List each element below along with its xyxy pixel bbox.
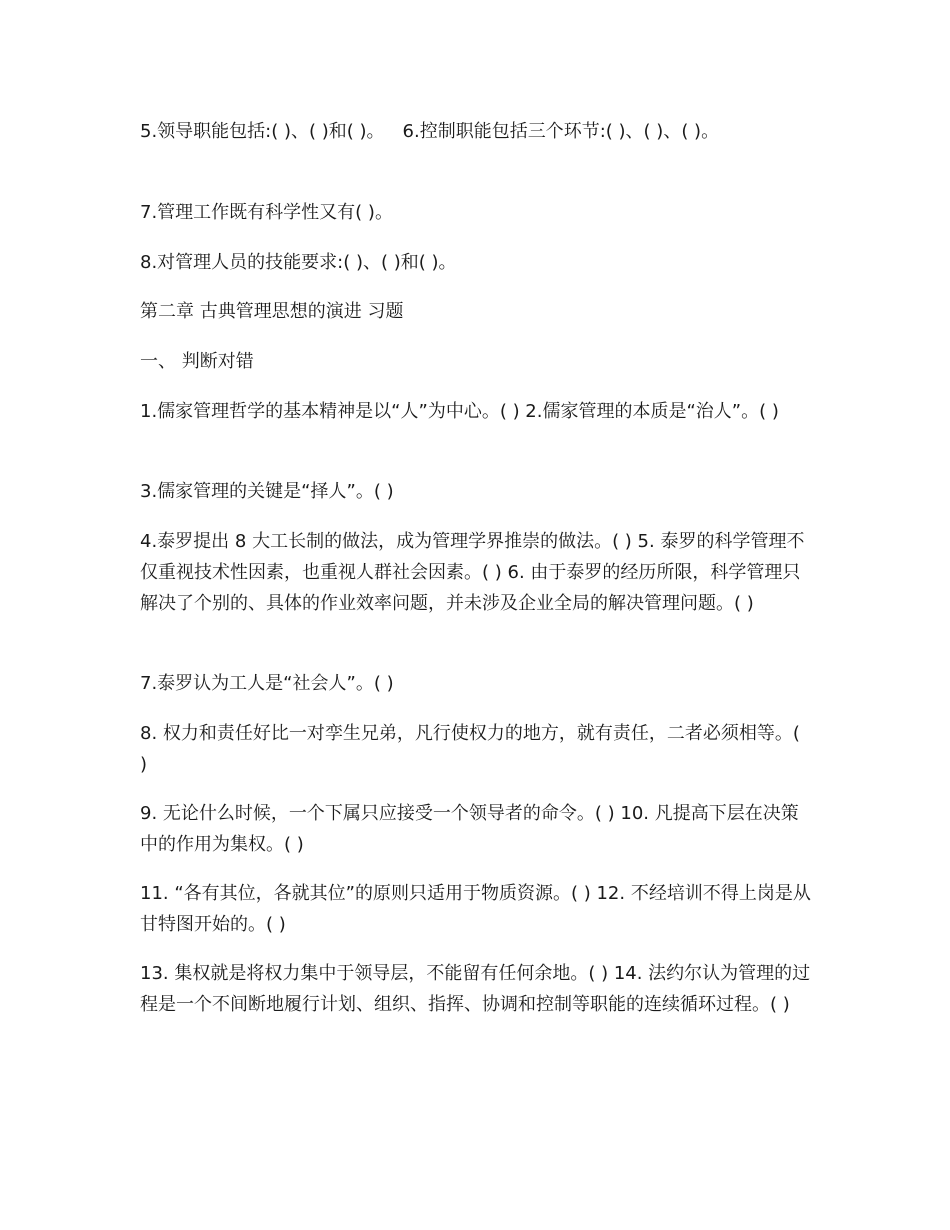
true-false-1-2: 1.儒家管理哲学的基本精神是以“人”为中心。( ) 2.儒家管理的本质是“治人”。( )	[140, 401, 779, 422]
true-false-4-6: 4.泰罗提出 8 大工长制的做法，成为管理学界推崇的做法。( ) 5. 泰罗的科学管理不仅重视技术性因素，也重视人群社会因素。( ) 6. 由于泰罗的经历所限，科学管理只解决了个别的、具体的作业效率问题，并未涉及企业全局的解决管理问题。( )	[140, 531, 805, 614]
true-false-8: 8. 权力和责任好比一对孪生兄弟，凡行使权力的地方，就有责任，二者必须相等。( )	[140, 723, 800, 775]
true-false-11-12: 11. “各有其位，各就其位”的原则只适用于物质资源。( ) 12. 不经培训不得上岗是从甘特图开始的。( )	[140, 883, 811, 935]
fill-in-questions-5-6	[140, 116, 812, 147]
question-6: 6.控制职能包括三个环节:( )、( )、( )。	[402, 121, 720, 142]
true-false-9-10: 9. 无论什么时候，一个下属只应接受一个领导者的命令。( ) 10. 凡提高下层在决策中的作用为集权。( )	[140, 803, 799, 855]
question-5: 5.领导职能包括:( )、( )和( )。	[140, 121, 385, 142]
question-8: 8.对管理人员的技能要求:( )、( )和( )。	[140, 252, 457, 273]
true-false-7: 7.泰罗认为工人是“社会人”。( )	[140, 673, 394, 694]
section-title: 一、 判断对错	[140, 351, 254, 372]
chapter-title: 第二章 古典管理思想的演进 习题	[140, 301, 404, 322]
question-7: 7.管理工作既有科学性又有( )。	[140, 202, 393, 223]
true-false-13-14: 13. 集权就是将权力集中于领导层，不能留有任何余地。( ) 14. 法约尔认为管理的过程是一个不间断地履行计划、组织、指挥、协调和控制等职能的连续循环过程。( )	[140, 963, 811, 1015]
true-false-3: 3.儒家管理的关键是“择人”。( )	[140, 481, 394, 502]
